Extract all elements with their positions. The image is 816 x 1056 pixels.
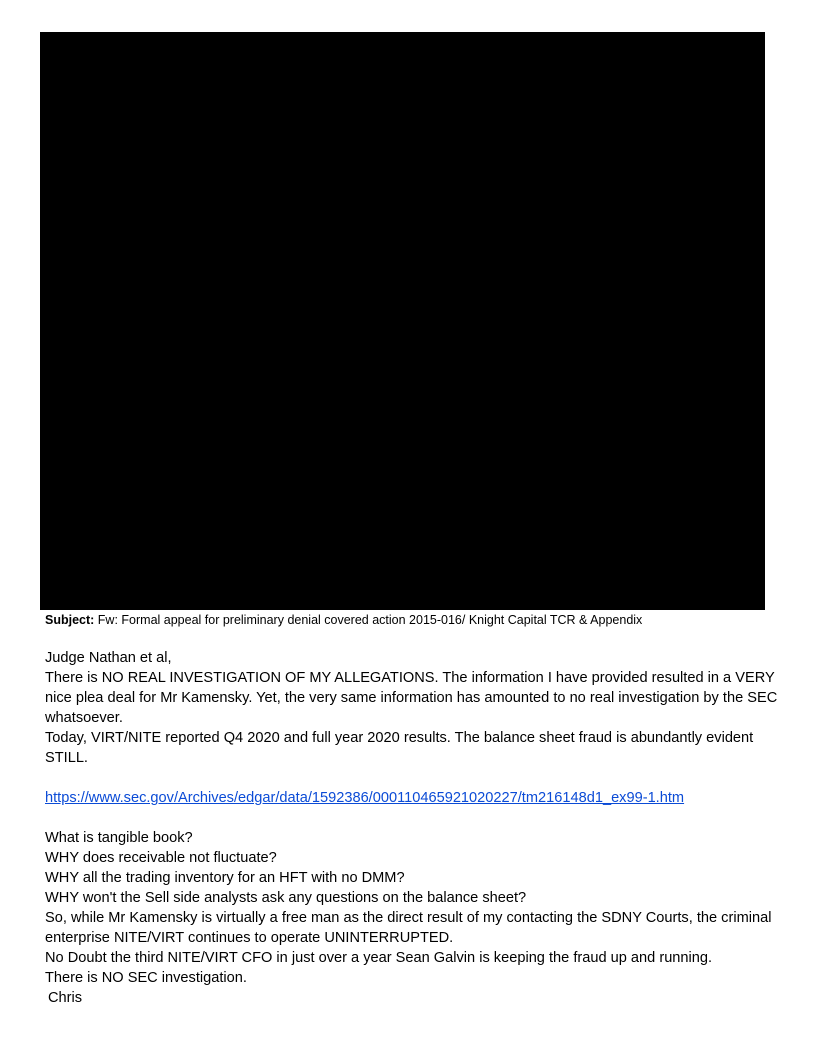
spacer — [45, 768, 785, 788]
body-paragraph: There is NO REAL INVESTIGATION OF MY ALLEGATIONS. The information I have provided resulted in a VERY nice plea deal for Mr Kamensky. Yet, the very same information has amounted to no real investigation by the SEC whatsoever. — [45, 670, 778, 726]
body-paragraph: There is NO SEC investigation. — [45, 970, 247, 986]
redaction-block — [40, 32, 765, 610]
email-subject-line — [45, 612, 785, 628]
sec-filing-link[interactable]: https://www.sec.gov/Archives/edgar/data/1592386/000110465921020227/tm216148d1_ex99-1.htm — [45, 790, 685, 806]
greeting: Judge Nathan et al, — [45, 650, 172, 666]
signature: Chris — [48, 990, 83, 1006]
question-line: WHY won't the Sell side analysts ask any questions on the balance sheet? — [45, 890, 527, 906]
body-paragraph: No Doubt the third NITE/VIRT CFO in just over a year Sean Galvin is keeping the fraud up and running. — [45, 950, 713, 966]
subject-label: Subject: — [45, 613, 95, 627]
spacer — [45, 808, 785, 828]
body-paragraph: So, while Mr Kamensky is virtually a free man as the direct result of my contacting the SDNY Courts, the criminal enterprise NITE/VIRT continues to operate UNINTERRUPTED. — [45, 910, 772, 946]
subject-text: Fw: Formal appeal for preliminary denial covered action 2015-016/ Knight Capital TCR & Appendix — [97, 613, 643, 627]
email-body — [45, 648, 785, 1008]
question-line: WHY all the trading inventory for an HFT with no DMM? — [45, 870, 405, 886]
question-line: WHY does receivable not fluctuate? — [45, 850, 277, 866]
body-paragraph: Today, VIRT/NITE reported Q4 2020 and full year 2020 results. The balance sheet fraud is abundantly evident STILL. — [45, 730, 754, 766]
question-line: What is tangible book? — [45, 830, 193, 846]
